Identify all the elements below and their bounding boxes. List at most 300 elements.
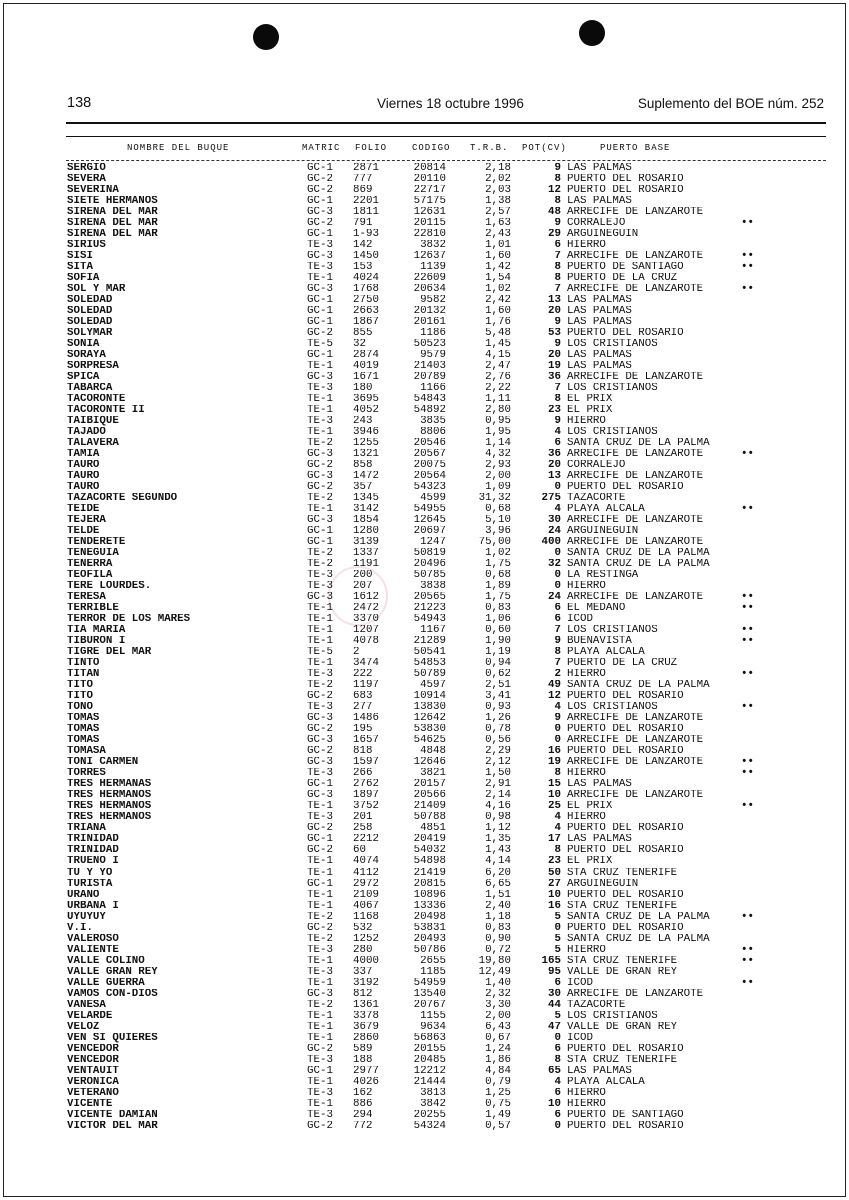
table-row <box>0 350 849 361</box>
cell-puerto: HIERRO <box>567 239 606 251</box>
table-row <box>0 295 849 306</box>
cell-pot: 44 <box>548 999 561 1011</box>
cell-nombre: TOÑO <box>67 702 93 714</box>
cell-matric: GC-2 <box>307 327 333 339</box>
cell-pot: 6 <box>554 1043 561 1055</box>
cell-nombre: TORRES <box>67 768 106 780</box>
row-mark-dots <box>741 361 765 372</box>
table-row <box>0 163 849 174</box>
cell-folio: 1337 <box>353 548 379 560</box>
cell-nombre: TERRIBLE <box>67 603 119 615</box>
row-mark-dots <box>741 1044 765 1055</box>
table-row <box>0 790 849 801</box>
table-row <box>0 757 849 768</box>
cell-folio: 4026 <box>353 1076 379 1088</box>
table-row <box>0 768 849 779</box>
row-mark-dots: •• <box>741 669 754 681</box>
cell-matric: GC-1 <box>307 526 333 538</box>
row-mark-dots <box>741 845 765 856</box>
cell-puerto: ARRECIFE DE LANZAROTE <box>567 283 704 295</box>
cell-codigo: 20634 <box>413 283 446 295</box>
cell-pot: 6 <box>554 977 561 989</box>
cell-matric: TE-1 <box>307 856 333 868</box>
cell-puerto: ARRECIFE DE LANZAROTE <box>567 713 704 725</box>
cell-matric: TE-1 <box>307 636 333 648</box>
row-mark-dots <box>741 614 765 625</box>
cell-puerto: ARRECIFE DE LANZAROTE <box>567 790 704 802</box>
cell-codigo: 1155 <box>420 1010 446 1022</box>
cell-matric: TE-1 <box>307 900 333 912</box>
cell-matric: TE-1 <box>307 1010 333 1022</box>
cell-folio: 195 <box>353 724 373 736</box>
cell-pot: 9 <box>554 162 561 174</box>
cell-puerto: LAS PALMAS <box>567 316 632 328</box>
cell-pot: 275 <box>541 492 561 504</box>
cell-folio: 277 <box>353 702 373 714</box>
table-row <box>0 284 849 295</box>
row-mark-dots <box>741 691 765 702</box>
table-row <box>0 1088 849 1099</box>
table-row <box>0 1000 849 1011</box>
cell-puerto: PUERTO DEL ROSARIO <box>567 724 684 736</box>
cell-matric: GC-2 <box>307 922 333 934</box>
cell-nombre: TIBURON I <box>67 636 126 648</box>
cell-trb: 6,20 <box>485 867 511 879</box>
cell-matric: TE-3 <box>307 570 333 582</box>
header-rule <box>66 122 826 124</box>
cell-nombre: TAMIA <box>67 448 100 460</box>
cell-folio: 886 <box>353 1098 373 1110</box>
row-mark-dots <box>741 207 765 218</box>
cell-folio: 3192 <box>353 977 379 989</box>
cell-puerto: ARRECIFE DE LANZAROTE <box>567 988 704 1000</box>
cell-puerto: VALLE DE GRAN REY <box>567 1021 678 1033</box>
cell-pot: 20 <box>548 305 561 317</box>
cell-folio: 2109 <box>353 889 379 901</box>
cell-trb: 1,01 <box>485 239 511 251</box>
cell-matric: TE-1 <box>307 801 333 813</box>
cell-puerto: LAS PALMAS <box>567 1065 632 1077</box>
cell-trb: 2,00 <box>485 1010 511 1022</box>
cell-codigo: 57175 <box>413 195 446 207</box>
cell-nombre: TABARCA <box>67 382 113 394</box>
cell-nombre: TOMAS <box>67 724 100 736</box>
cell-trb: 1,89 <box>485 581 511 593</box>
cell-pot: 50 <box>548 867 561 879</box>
cell-matric: GC-1 <box>307 834 333 846</box>
cell-folio: 4000 <box>353 955 379 967</box>
cell-folio: 812 <box>353 988 373 1000</box>
table-row <box>0 482 849 493</box>
table-row <box>0 890 849 901</box>
cell-codigo: 1166 <box>420 382 446 394</box>
cell-matric: GC-1 <box>307 1065 333 1077</box>
cell-codigo: 21419 <box>413 867 446 879</box>
table-row <box>0 526 849 537</box>
cell-matric: TE-2 <box>307 680 333 692</box>
cell-folio: 2874 <box>353 349 379 361</box>
row-mark-dots: •• <box>741 977 754 989</box>
row-mark-dots <box>741 537 765 548</box>
cell-puerto: TAZACORTE <box>567 492 626 504</box>
cell-pot: 4 <box>554 1076 561 1088</box>
cell-matric: TE-1 <box>307 503 333 515</box>
cell-nombre: TAURO <box>67 470 100 482</box>
cell-matric: TE-3 <box>307 1054 333 1066</box>
cell-trb: 1,06 <box>485 614 511 626</box>
cell-puerto: ARRECIFE DE LANZAROTE <box>567 757 704 769</box>
cell-codigo: 20493 <box>413 933 446 945</box>
row-mark-dots <box>741 394 765 405</box>
cell-trb: 3,41 <box>485 691 511 703</box>
table-row <box>0 416 849 427</box>
cell-puerto: LOS CRISTIANOS <box>567 338 658 350</box>
cell-nombre: TENDERETE <box>67 537 126 549</box>
row-mark-dots <box>741 185 765 196</box>
cell-pot: 0 <box>554 735 561 747</box>
row-mark-dots <box>741 1033 765 1044</box>
cell-puerto: PUERTO DEL ROSARIO <box>567 1043 684 1055</box>
cell-puerto: CORRALEJO <box>567 217 626 229</box>
row-mark-dots <box>741 1099 765 1110</box>
cell-matric: TE-1 <box>307 889 333 901</box>
cell-trb: 3,96 <box>485 526 511 538</box>
cell-folio: 1252 <box>353 933 379 945</box>
row-mark-dots <box>741 174 765 185</box>
row-mark-dots <box>741 1066 765 1077</box>
cell-nombre: SISI <box>67 250 93 262</box>
cell-trb: 0,60 <box>485 625 511 637</box>
cell-trb: 0,67 <box>485 1032 511 1044</box>
table-row <box>0 207 849 218</box>
table-row <box>0 361 849 372</box>
table-row <box>0 658 849 669</box>
cell-codigo: 20161 <box>413 316 446 328</box>
table-row <box>0 912 849 923</box>
cell-folio: 3142 <box>353 503 379 515</box>
cell-matric: GC-1 <box>307 349 333 361</box>
cell-folio: 1486 <box>353 713 379 725</box>
row-mark-dots <box>741 934 765 945</box>
table-row <box>0 636 849 647</box>
cell-pot: 29 <box>548 228 561 240</box>
table-row <box>0 537 849 548</box>
cell-pot: 4 <box>554 426 561 438</box>
cell-pot: 6 <box>554 614 561 626</box>
cell-puerto: SANTA CRUZ DE LA PALMA <box>567 548 710 560</box>
table-row <box>0 229 849 240</box>
table-row <box>0 581 849 592</box>
cell-nombre: SONIA <box>67 338 100 350</box>
row-mark-dots <box>741 735 765 746</box>
cell-codigo: 21409 <box>413 801 446 813</box>
row-mark-dots: •• <box>741 503 754 515</box>
cell-folio: 4112 <box>353 867 379 879</box>
cell-matric: GC-3 <box>307 206 333 218</box>
cell-codigo: 20767 <box>413 999 446 1011</box>
cell-trb: 4,14 <box>485 856 511 868</box>
cell-puerto: PUERTO DEL ROSARIO <box>567 327 684 339</box>
cell-codigo: 3838 <box>420 581 446 593</box>
table-row <box>0 405 849 416</box>
cell-matric: GC-3 <box>307 988 333 1000</box>
cell-pot: 8 <box>554 647 561 659</box>
cell-folio: 4078 <box>353 636 379 648</box>
cell-trb: 0,68 <box>485 503 511 515</box>
cell-matric: GC-1 <box>307 305 333 317</box>
row-mark-dots <box>741 647 765 658</box>
cell-folio: 4074 <box>353 856 379 868</box>
row-mark-dots <box>741 317 765 328</box>
row-mark-dots <box>741 372 765 383</box>
cell-matric: TE-1 <box>307 625 333 637</box>
cell-puerto: PUERTO DE SANTIAGO <box>567 1109 684 1121</box>
cell-puerto: BUENAVISTA <box>567 636 632 648</box>
cell-nombre: VERONICA <box>67 1076 119 1088</box>
cell-puerto: ICOD <box>567 614 593 626</box>
cell-folio: 142 <box>353 239 373 251</box>
table-row <box>0 262 849 273</box>
cell-puerto: EL PRIX <box>567 393 613 405</box>
cell-nombre: VELARDE <box>67 1010 113 1022</box>
row-mark-dots: •• <box>741 217 754 229</box>
cell-trb: 0,78 <box>485 724 511 736</box>
cell-codigo: 20496 <box>413 559 446 571</box>
cell-matric: TE-3 <box>307 966 333 978</box>
cell-pot: 10 <box>548 790 561 802</box>
cell-trb: 0,83 <box>485 922 511 934</box>
cell-nombre: TRINIDAD <box>67 834 119 846</box>
cell-pot: 8 <box>554 845 561 857</box>
cell-trb: 1,35 <box>485 834 511 846</box>
row-mark-dots <box>741 856 765 867</box>
cell-pot: 0 <box>554 548 561 560</box>
cell-puerto: ARGUINEGUIN <box>567 228 639 240</box>
cell-nombre: VICENTE <box>67 1098 113 1110</box>
cell-folio: 201 <box>353 812 373 824</box>
cell-pot: 48 <box>548 206 561 218</box>
row-mark-dots <box>741 570 765 581</box>
table-row <box>0 1110 849 1121</box>
cell-matric: TE-3 <box>307 812 333 824</box>
cell-pot: 6 <box>554 603 561 615</box>
cell-codigo: 3832 <box>420 239 446 251</box>
row-mark-dots: •• <box>741 911 754 923</box>
cell-trb: 2,43 <box>485 228 511 240</box>
cell-folio: 1897 <box>353 790 379 802</box>
cell-nombre: VENCEDOR <box>67 1043 119 1055</box>
cell-pot: 19 <box>548 360 561 372</box>
cell-pot: 0 <box>554 481 561 493</box>
cell-matric: TE-1 <box>307 1076 333 1088</box>
row-mark-dots: •• <box>741 625 754 637</box>
cell-matric: GC-2 <box>307 217 333 229</box>
cell-matric: GC-3 <box>307 790 333 802</box>
cell-pot: 5 <box>554 1010 561 1022</box>
table-row <box>0 603 849 614</box>
cell-trb: 1,95 <box>485 426 511 438</box>
cell-nombre: SIRIUS <box>67 239 106 251</box>
cell-pot: 5 <box>554 933 561 945</box>
cell-trb: 0,75 <box>485 1098 511 1110</box>
cell-pot: 6 <box>554 1109 561 1121</box>
cell-matric: TE-3 <box>307 669 333 681</box>
row-mark-dots <box>741 879 765 890</box>
table-row <box>0 240 849 251</box>
cell-trb: 5,48 <box>485 327 511 339</box>
cell-puerto: ARRECIFE DE LANZAROTE <box>567 371 704 383</box>
cell-folio: 869 <box>353 184 373 196</box>
cell-pot: 5 <box>554 944 561 956</box>
cell-nombre: VANESA <box>67 999 106 1011</box>
cell-puerto: HIERRO <box>567 944 606 956</box>
row-mark-dots <box>741 823 765 834</box>
cell-matric: TE-2 <box>307 548 333 560</box>
cell-codigo: 20546 <box>413 437 446 449</box>
cell-nombre: SEVERA <box>67 173 106 185</box>
cell-matric: TE-3 <box>307 261 333 273</box>
cell-puerto: HIERRO <box>567 812 606 824</box>
table-row <box>0 218 849 229</box>
cell-nombre: TEOFILA <box>67 570 113 582</box>
table-row <box>0 306 849 317</box>
cell-puerto: PLAYA ALCALA <box>567 647 645 659</box>
cell-nombre: SOFIA <box>67 272 100 284</box>
cell-codigo: 20485 <box>413 1054 446 1066</box>
cell-matric: TE-1 <box>307 393 333 405</box>
row-mark-dots <box>741 339 765 350</box>
cell-folio: 1867 <box>353 316 379 328</box>
cell-puerto: ARRECIFE DE LANZAROTE <box>567 537 704 549</box>
cell-pot: 36 <box>548 371 561 383</box>
cell-pot: 0 <box>554 1120 561 1132</box>
cell-pot: 9 <box>554 338 561 350</box>
cell-puerto: LOS CRISTIANOS <box>567 426 658 438</box>
cell-pot: 30 <box>548 515 561 526</box>
cell-puerto: PUERTO DEL ROSARIO <box>567 845 684 857</box>
row-mark-dots: •• <box>741 261 754 273</box>
cell-trb: 5,10 <box>485 515 511 526</box>
cell-trb: 0,68 <box>485 570 511 582</box>
table-row <box>0 823 849 834</box>
cell-folio: 1450 <box>353 250 379 262</box>
cell-matric: TE-2 <box>307 933 333 945</box>
cell-codigo: 12642 <box>413 713 446 725</box>
row-mark-dots <box>741 1110 765 1121</box>
cell-folio: 243 <box>353 415 373 427</box>
cell-puerto: LA RESTINGA <box>567 570 639 582</box>
cell-codigo: 54032 <box>413 845 446 857</box>
cell-folio: 589 <box>353 1043 373 1055</box>
cell-folio: 207 <box>353 581 373 593</box>
table-row <box>0 923 849 934</box>
cell-folio: 1168 <box>353 911 379 923</box>
cell-nombre: TERROR DE LOS MARES <box>67 614 191 626</box>
cell-codigo: 20155 <box>413 1043 446 1055</box>
cell-pot: 6 <box>554 437 561 449</box>
table-row <box>0 713 849 724</box>
row-mark-dots: •• <box>741 250 754 262</box>
cell-puerto: LAS PALMAS <box>567 294 632 306</box>
cell-codigo: 9634 <box>420 1021 446 1033</box>
cell-puerto: VALLE DE GRAN REY <box>567 966 678 978</box>
cell-nombre: VICTOR DEL MAR <box>67 1120 158 1132</box>
table-row <box>0 460 849 471</box>
cell-matric: GC-1 <box>307 294 333 306</box>
cell-pot: 4 <box>554 702 561 714</box>
cell-matric: GC-3 <box>307 470 333 482</box>
cell-nombre: TERE LOURDES. <box>67 581 152 593</box>
table-row <box>0 251 849 262</box>
cell-folio: 2750 <box>353 294 379 306</box>
cell-nombre: TITAN <box>67 669 100 681</box>
cell-pot: 7 <box>554 250 561 262</box>
cell-nombre: TOMAS <box>67 713 100 725</box>
table-row <box>0 493 849 504</box>
cell-codigo: 8806 <box>420 426 446 438</box>
cell-puerto: PLAYA ALCALA <box>567 503 645 515</box>
row-mark-dots <box>741 383 765 394</box>
cell-trb: 1,11 <box>485 393 511 405</box>
cell-nombre: TRIANA <box>67 823 106 835</box>
cell-trb: 2,12 <box>485 757 511 769</box>
cell-trb: 2,29 <box>485 746 511 758</box>
row-mark-dots <box>741 438 765 449</box>
cell-trb: 2,18 <box>485 162 511 174</box>
cell-trb: 1,02 <box>485 548 511 560</box>
cell-codigo: 50788 <box>413 812 446 824</box>
row-mark-dots <box>741 901 765 912</box>
cell-trb: 1,38 <box>485 195 511 207</box>
cell-codigo: 20255 <box>413 1109 446 1121</box>
cell-puerto: ARGUINEGUIN <box>567 878 639 890</box>
cell-pot: 5 <box>554 911 561 923</box>
cell-nombre: TOMAS <box>67 735 100 747</box>
table-row <box>0 1022 849 1033</box>
row-mark-dots <box>741 548 765 559</box>
cell-folio: 357 <box>353 481 373 493</box>
cell-nombre: V.I. <box>67 922 93 934</box>
cell-pot: 19 <box>548 757 561 769</box>
cell-folio: 32 <box>353 338 366 350</box>
cell-codigo: 12637 <box>413 250 446 262</box>
table-row <box>0 1099 849 1110</box>
cell-pot: 7 <box>554 283 561 295</box>
table-row <box>0 449 849 460</box>
cell-trb: 1,12 <box>485 823 511 835</box>
cell-trb: 1,09 <box>485 481 511 493</box>
cell-pot: 4 <box>554 812 561 824</box>
cell-matric: TE-1 <box>307 603 333 615</box>
table-row <box>0 978 849 989</box>
cell-codigo: 21444 <box>413 1076 446 1088</box>
cell-nombre: SERGIO <box>67 162 106 174</box>
row-mark-dots <box>741 812 765 823</box>
cell-pot: 23 <box>548 404 561 416</box>
cell-folio: 3752 <box>353 801 379 813</box>
cell-folio: 683 <box>353 691 373 703</box>
cell-codigo: 20565 <box>413 592 446 604</box>
cell-folio: 3370 <box>353 614 379 626</box>
row-mark-dots <box>741 493 765 504</box>
cell-codigo: 20814 <box>413 162 446 174</box>
cell-pot: 4 <box>554 823 561 835</box>
table-row <box>0 989 849 1000</box>
cell-nombre: VAMOS CON-DIOS <box>67 988 158 1000</box>
table-row <box>0 625 849 636</box>
cell-matric: GC-3 <box>307 371 333 383</box>
cell-matric: TE-2 <box>307 492 333 504</box>
